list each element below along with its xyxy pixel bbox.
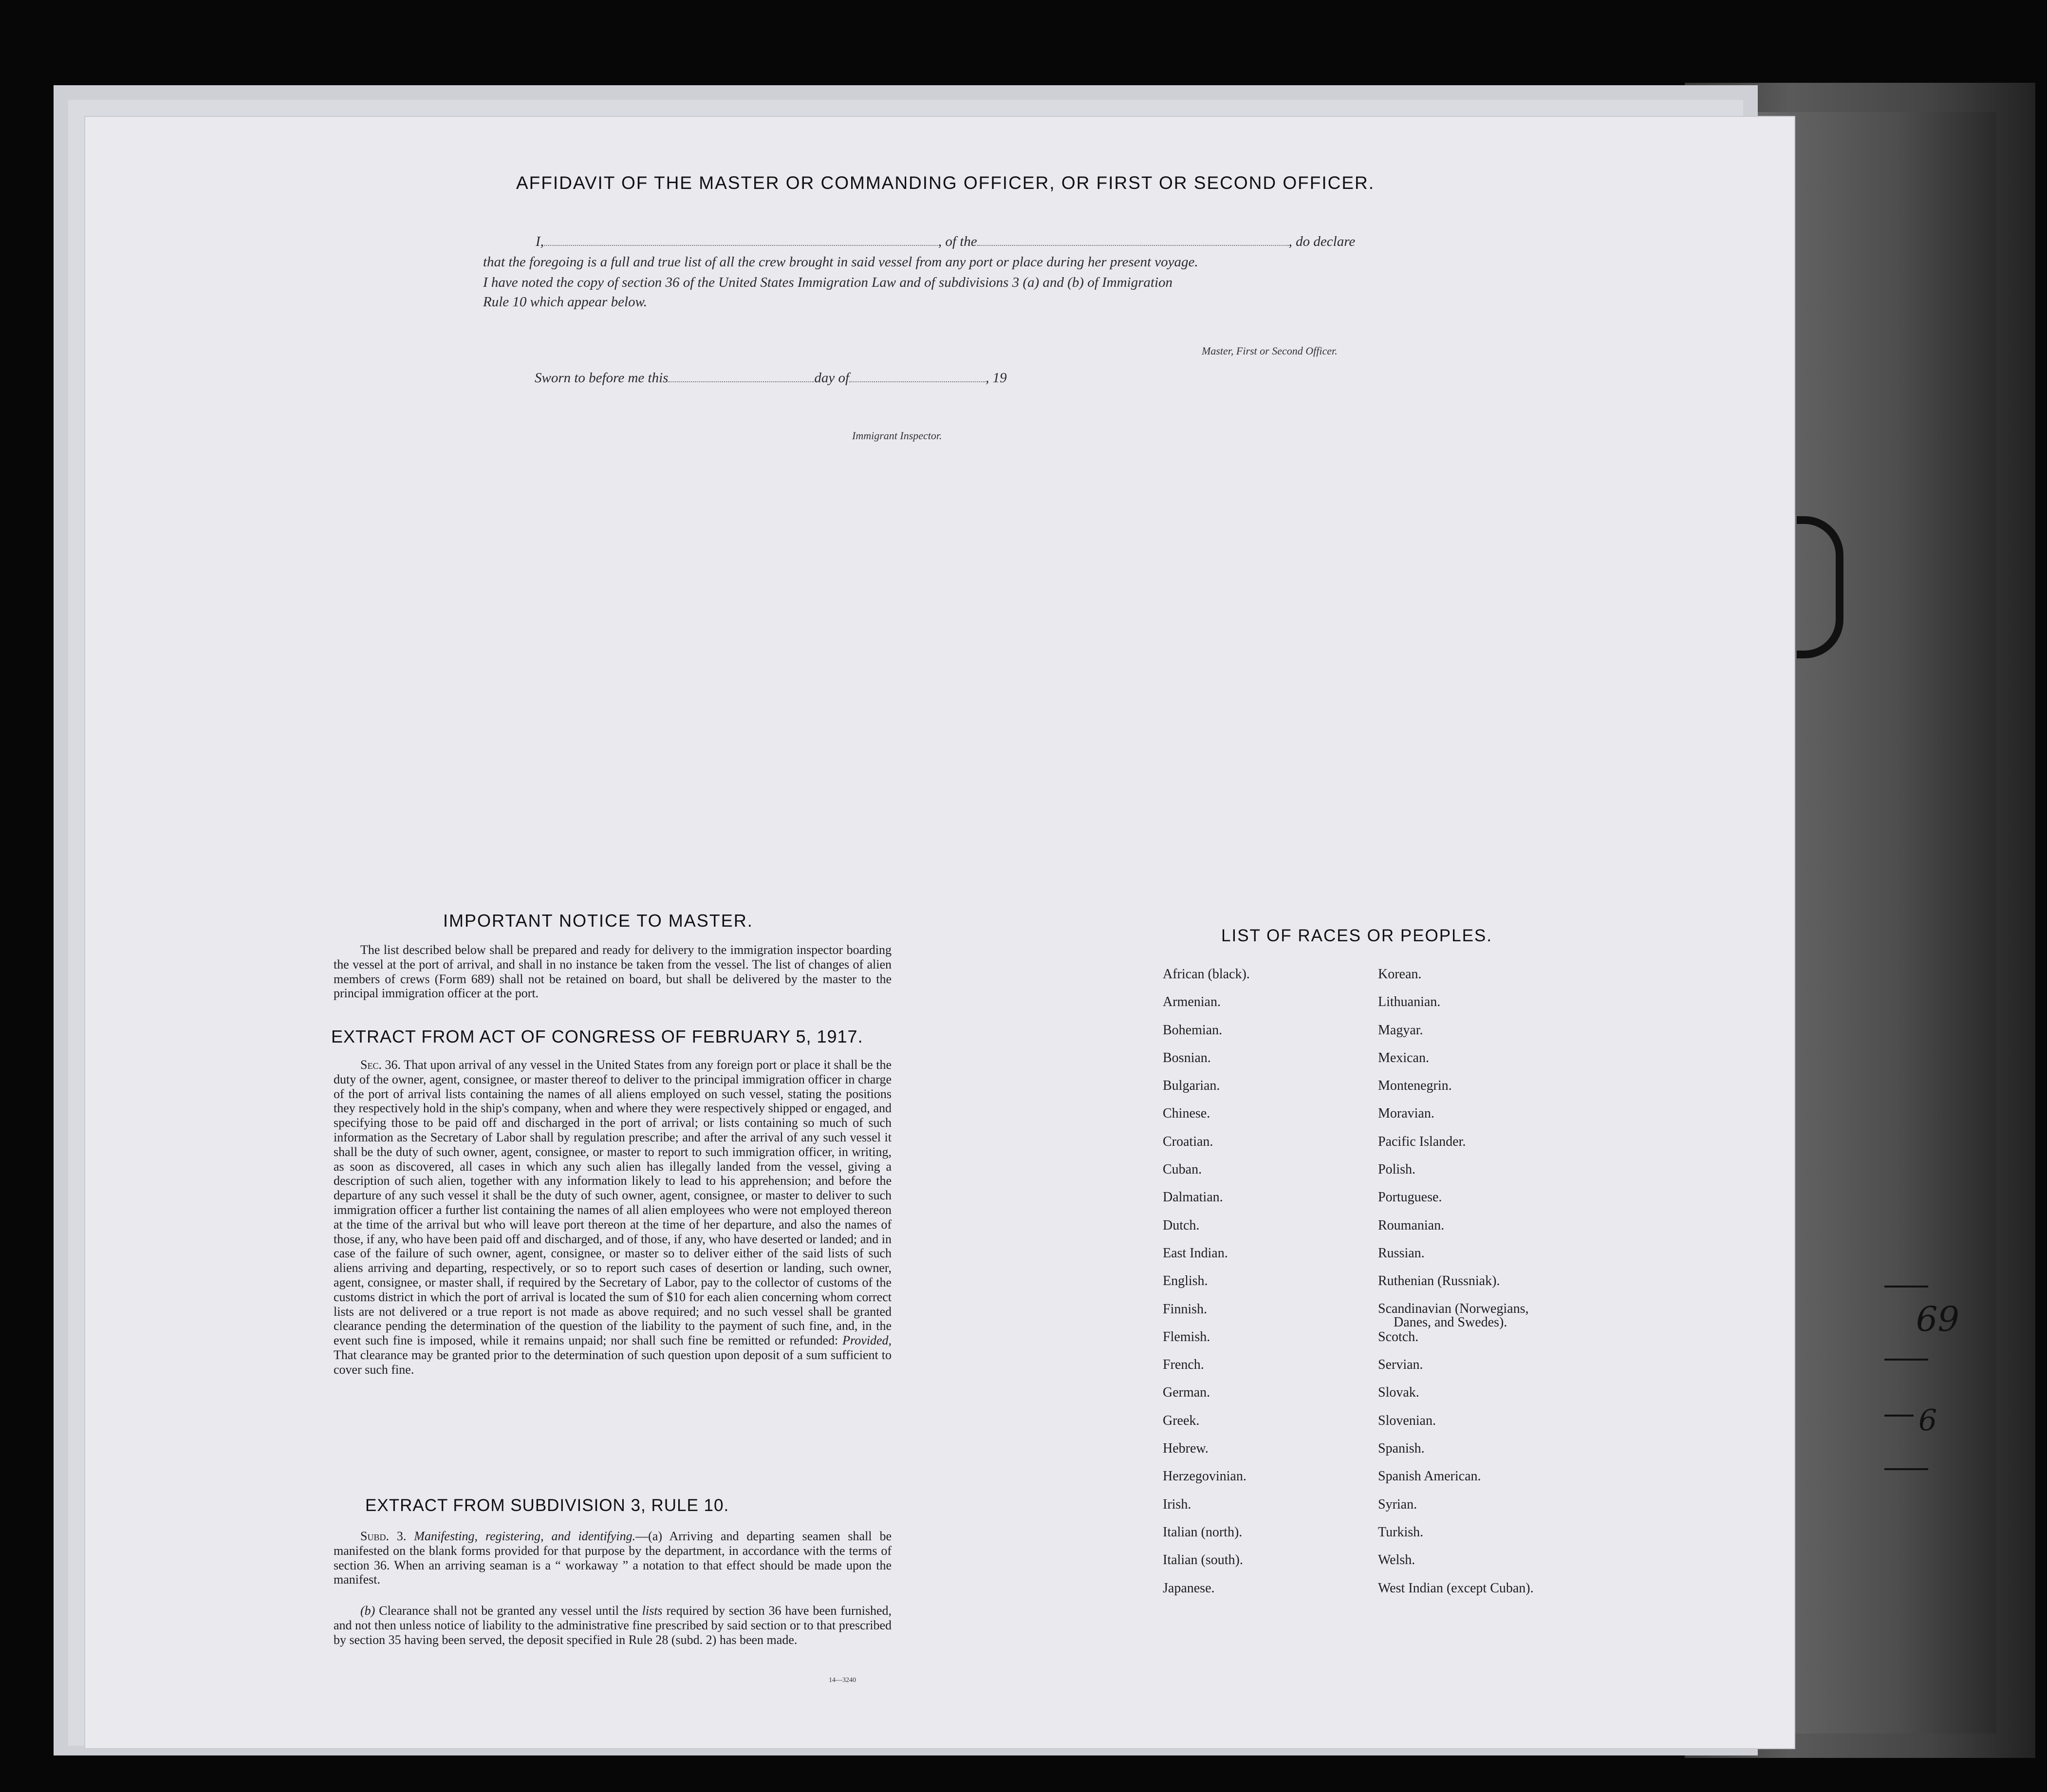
name-blank <box>544 245 938 246</box>
race-item: Bulgarian. <box>1163 1078 1220 1094</box>
section-36-text-end: That clearance may be granted prior to the determination of such question upon deposit of a sum sufficient to cover such fine. <box>334 1347 892 1377</box>
edge-mark <box>1884 1415 1914 1417</box>
race-item: German. <box>1163 1385 1210 1400</box>
inspector-signature-label: Immigrant Inspector. <box>852 429 942 442</box>
vessel-blank <box>977 245 1289 246</box>
race-item: Slovenian. <box>1378 1413 1436 1428</box>
race-item: Croatian. <box>1163 1134 1213 1149</box>
race-item: African (black). <box>1163 967 1250 982</box>
race-item: Mexican. <box>1378 1050 1429 1065</box>
subdivision-label: Subd. 3. <box>360 1529 407 1543</box>
edge-mark <box>1884 1468 1928 1470</box>
race-item: Roumanian. <box>1378 1217 1445 1233</box>
subdivision-b-text-1: Clearance shall not be granted any vessel until the <box>379 1604 638 1618</box>
race-item: Pacific Islander. <box>1378 1134 1466 1149</box>
race-item: Finnish. <box>1163 1301 1208 1317</box>
race-item: Russian. <box>1378 1245 1425 1261</box>
race-item: Magyar. <box>1378 1022 1423 1038</box>
affidavit-do-declare: , do declare <box>1288 234 1356 249</box>
sworn-prefix: Sworn to before me this <box>535 370 669 386</box>
edge-mark <box>1884 1359 1928 1361</box>
handwritten-mark-2: 6 <box>1918 1403 1937 1437</box>
race-item-continuation: Danes, and Swedes). <box>1394 1314 1507 1330</box>
form-number: 14—3240 <box>829 1677 856 1684</box>
race-item: Italian (north). <box>1163 1524 1243 1540</box>
section-36-text: That upon arrival of any vessel in the United States from any foreign port or place it shall be the duty of the owner, agent, consignee, or master thereof to deliver to the principal immigration officer in charge of the port of arrival lists containing the names of all aliens employed on such vessel, stating the positions they respectively hold in the ship's company, when and where they were respectively shipped or engaged, and specifying those to be paid off and discharged in the port of arrival; or lists containing so much of such information as the Secretary of Labor shall by regulation prescribe; and after the arrival of any such vessel it shall be the duty of such owner, agent, consignee, or master to report to such immigration officer, in writing, as soon as discovered, all cases in which any such alien has illegally landed from the vessel, giving a description of such alien, together with any information likely to lead to his apprehension; and before the departure of any such vessel it shall be the duty of such owner, agent, consignee, or master to deliver to such immigration officer a further list containing the names of all alien employees who were not employed thereon at the time of the arrival but who will leave port thereon at the time of her departure, and also the names of those, if any, who have been paid off and discharged, and of those, if any, who have deserted or landed; and in case of the failure of such owner, agent, consignee, or master so to deliver either of the said lists of such aliens arriving and departing, respectively, or so to report such cases of desertion or landing, such owner, agent, consignee, or master shall, if required by the Secretary of Labor, pay to the collector of customs of the customs district in which the port of arrival is located the sum of $10 for each alien concerning whom correct lists are not delivered or a true report is not made as above required; and no such vessel shall be granted clearance pending the determination of the question of the liability to the payment of such fine, and, in the event such fine is imposed, while it remains unpaid; nor shall such fine be remitted or refunded: <box>334 1058 892 1348</box>
affidavit-of-the: , of the <box>938 234 977 249</box>
races-heading: LIST OF RACES OR PEOPLES. <box>1221 926 1493 945</box>
subdivision-3a-paragraph <box>334 1529 892 1587</box>
race-item: Montenegrin. <box>1378 1078 1452 1094</box>
act-heading: EXTRACT FROM ACT OF CONGRESS OF FEBRUARY 5, 1917. <box>331 1027 863 1046</box>
race-item: Ruthenian (Russniak). <box>1378 1273 1500 1289</box>
affidavit-line-1 <box>483 234 1355 250</box>
notice-text: The list described below shall be prepared and ready for delivery to the immigration inspector boarding the vessel at the port of arrival, and shall in no instance be taken from the vessel. The list of changes of alien members of crews (Form 689) shall not be retained on board, but shall be delivered by the master to the principal immigration officer at the port. <box>334 943 892 1001</box>
race-item: Korean. <box>1378 967 1422 982</box>
race-item: Lithuanian. <box>1378 994 1441 1010</box>
race-item: Spanish American. <box>1378 1469 1481 1484</box>
day-blank <box>668 381 814 382</box>
notice-paragraph <box>334 943 892 1001</box>
races-left-column <box>1163 967 1250 1609</box>
race-item: Herzegovinian. <box>1163 1469 1247 1484</box>
affidavit-line-4: Rule 10 which appear below. <box>483 294 647 310</box>
race-item: Flemish. <box>1163 1329 1210 1344</box>
sworn-day-of: day of <box>814 370 850 386</box>
race-item: Scandinavian (Norwegians, Danes, and Swedes). <box>1378 1302 1534 1330</box>
master-signature-label: Master, First or Second Officer. <box>1202 345 1338 357</box>
race-item: Dutch. <box>1163 1217 1200 1233</box>
sworn-year: , 19 <box>986 370 1007 386</box>
subdivision-b-lists: lists <box>642 1604 663 1618</box>
race-item: Turkish. <box>1378 1524 1424 1540</box>
race-item: Greek. <box>1163 1413 1200 1428</box>
race-item: Chinese. <box>1163 1106 1210 1121</box>
race-item: West Indian (except Cuban). <box>1378 1580 1534 1596</box>
affidavit-title: AFFIDAVIT OF THE MASTER OR COMMANDING OFFICER, OR FIRST OR SECOND OFFICER. <box>516 173 1375 193</box>
binder-ring <box>1797 516 1843 658</box>
race-item: Portuguese. <box>1378 1190 1442 1205</box>
race-item: Scotch. <box>1378 1329 1419 1344</box>
edge-mark <box>1884 1286 1928 1288</box>
race-item: Japanese. <box>1163 1580 1215 1596</box>
section-36-label: Sec. 36. <box>360 1058 401 1072</box>
race-item: Syrian. <box>1378 1496 1417 1512</box>
sworn-line <box>535 370 1007 386</box>
subdivision-title: Manifesting, registering, and identifying. <box>414 1529 636 1543</box>
affidavit-line-2: that the foregoing is a full and true list of all the crew brought in said vessel from any port or place during her present voyage. <box>483 254 1198 270</box>
race-item: Dalmatian. <box>1163 1190 1223 1205</box>
rule-heading: EXTRACT FROM SUBDIVISION 3, RULE 10. <box>365 1496 729 1515</box>
race-item: Italian (south). <box>1163 1552 1243 1568</box>
notice-heading: IMPORTANT NOTICE TO MASTER. <box>443 911 753 931</box>
race-item: English. <box>1163 1273 1208 1289</box>
subdivision-b-label: (b) <box>360 1604 375 1618</box>
document-page <box>85 117 1794 1748</box>
affidavit-i: I, <box>536 234 544 249</box>
subdivision-a-text: —(a) Arriving and departing seamen shall be manifested on the blank forms provided for that purpose by the department, in accordance with the terms of section 36. When an arriving seaman is a “ workaway ” a notation to that effect should be made upon the manifest. <box>334 1529 892 1587</box>
section-36-provided: Provided, <box>842 1333 892 1348</box>
race-item: Servian. <box>1378 1357 1423 1373</box>
race-item: Cuban. <box>1163 1162 1202 1177</box>
race-item: French. <box>1163 1357 1204 1373</box>
race-item: Polish. <box>1378 1162 1416 1177</box>
race-item: Slovak. <box>1378 1385 1419 1400</box>
race-item: Moravian. <box>1378 1106 1434 1121</box>
race-item: Bohemian. <box>1163 1022 1223 1038</box>
subdivision-3b-paragraph <box>334 1604 892 1647</box>
race-item: Hebrew. <box>1163 1441 1209 1456</box>
section-36-paragraph <box>334 1058 892 1377</box>
month-blank <box>849 381 986 382</box>
affidavit-line-3: I have noted the copy of section 36 of the United States Immigration Law and of subdivisions 3 (a) and (b) of Immigration <box>483 275 1173 290</box>
race-item: Irish. <box>1163 1496 1191 1512</box>
race-item: Welsh. <box>1378 1552 1415 1568</box>
race-item: East Indian. <box>1163 1245 1228 1261</box>
handwritten-mark-1: 69 <box>1916 1299 1960 1339</box>
race-item: Spanish. <box>1378 1441 1425 1456</box>
race-item: Armenian. <box>1163 994 1221 1010</box>
races-right-column <box>1378 967 1534 1609</box>
race-item: Bosnian. <box>1163 1050 1211 1065</box>
subdivision-b-text-2: required by section 36 have been furnished, and not then unless notice of liability to the administrative fine prescribed by said section or to that prescribed by section 35 having been served, the deposit specified in Rule 28 (subd. 2) has been made. <box>334 1604 892 1647</box>
